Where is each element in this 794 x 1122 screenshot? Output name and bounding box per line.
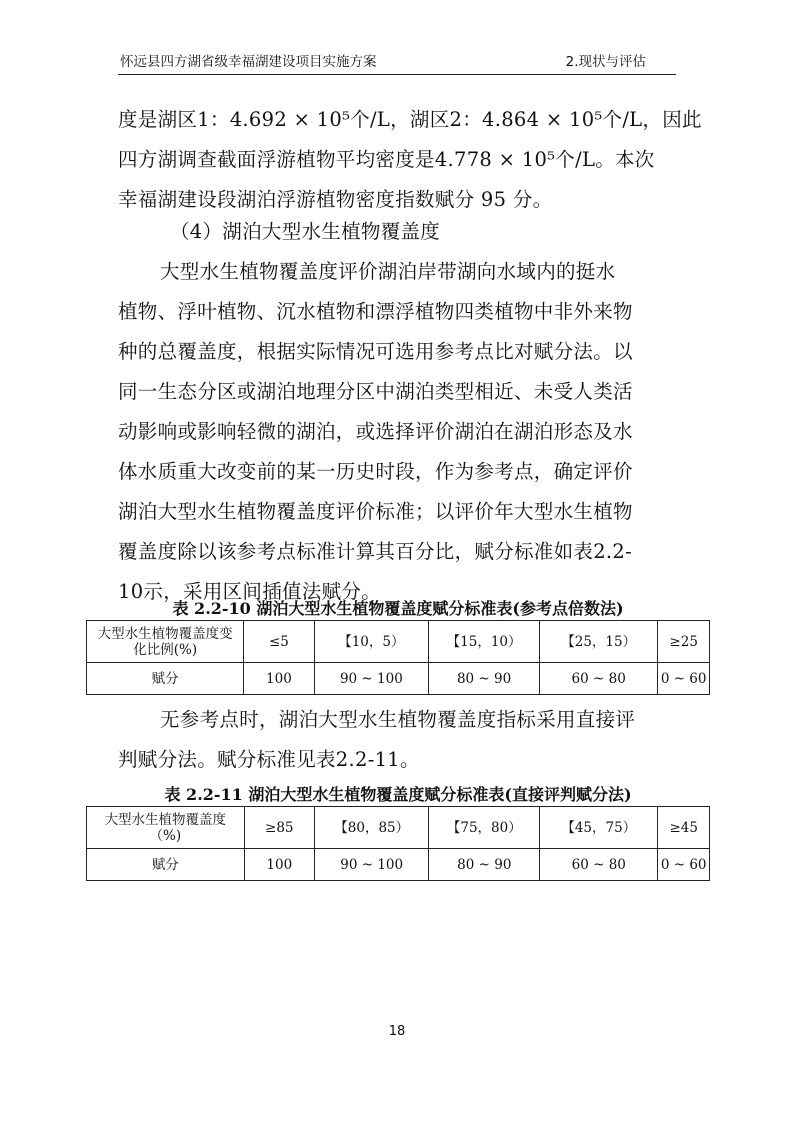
subheading: （4）湖泊大型水生植物覆盖度 — [170, 220, 441, 243]
text-line: 四方湖调查截面浮游植物平均密度是4.778 × 10⁵个/L。本次 — [118, 148, 655, 171]
text-line: 植物、浮叶植物、沉水植物和漂浮植物四类植物中非外来物 — [118, 300, 633, 323]
table-cell: 0 ~ 60 — [658, 849, 710, 881]
text-line: 湖泊大型水生植物覆盖度评价标准；以评价年大型水生植物 — [118, 500, 633, 523]
text-line: 体水质重大改变前的某一历史时段，作为参考点，确定评价 — [118, 460, 633, 483]
section-title: 2.现状与评估 — [565, 54, 646, 70]
paragraph-density-result — [118, 100, 702, 220]
text-line: 幸福湖建设段湖泊浮游植物密度指数赋分 95 分。 — [118, 188, 553, 211]
paragraph-no-reference — [118, 700, 678, 780]
table-cell: 90 ~ 100 — [314, 849, 428, 881]
score-table-reference — [86, 620, 710, 695]
table-cell: 【45，75） — [540, 807, 658, 849]
table-row — [87, 621, 710, 663]
page-number: 18 — [388, 1024, 406, 1039]
text-line: 度是湖区1：4.692 × 10⁵个/L，湖区2：4.864 × 10⁵个/L，因此 — [118, 108, 702, 131]
table-cell: 【15，10） — [429, 621, 540, 663]
table-row — [87, 807, 710, 849]
table-cell: 【25，15） — [539, 621, 657, 663]
document-title: 怀远县四方湖省级幸福湖建设项目实施方案 — [120, 54, 377, 70]
page-header — [118, 54, 676, 75]
table-cell: 100 — [244, 849, 314, 881]
table-cell: ≤5 — [244, 621, 314, 663]
table-cell: 60 ~ 80 — [539, 663, 657, 695]
table-cell: 90 ~ 100 — [314, 663, 429, 695]
table-cell: ≥25 — [658, 621, 710, 663]
table-cell: 60 ~ 80 — [540, 849, 658, 881]
table-cell: 【10，5） — [314, 621, 429, 663]
table-cell: 大型水生植物覆盖度变化比例(%) — [87, 621, 244, 663]
table-cell: 赋分 — [87, 663, 244, 695]
table-cell: 0 ~ 60 — [658, 663, 710, 695]
text-line: 种的总覆盖度，根据实际情况可选用参考点比对赋分法。以 — [118, 340, 633, 363]
paragraph-coverage-method — [118, 252, 678, 612]
text-line: 无参考点时，湖泊大型水生植物覆盖度指标采用直接评 — [160, 708, 636, 731]
table-caption: 表 2.2-11 湖泊大型水生植物覆盖度赋分标准表(直接评判赋分法) — [164, 785, 632, 804]
text-line: 大型水生植物覆盖度评价湖泊岸带湖向水域内的挺水 — [160, 260, 616, 283]
table-caption: 表 2.2-10 湖泊大型水生植物覆盖度赋分标准表(参考点倍数法) — [172, 599, 624, 618]
text-line: 判赋分法。赋分标准见表2.2-11。 — [118, 748, 420, 771]
table-cell: 80 ~ 90 — [429, 849, 540, 881]
text-line: 10示，采用区间插值法赋分。 — [118, 580, 382, 603]
table-cell: ≥85 — [244, 807, 314, 849]
table-cell: 【80，85） — [314, 807, 428, 849]
table-cell: 大型水生植物覆盖度（%) — [87, 807, 245, 849]
score-table-direct — [86, 806, 710, 881]
table-cell: 【75，80） — [429, 807, 540, 849]
text-line: 同一生态分区或湖泊地理分区中湖泊类型相近、未受人类活 — [118, 380, 633, 403]
table-row — [87, 663, 710, 695]
text-line: 覆盖度除以该参考点标准计算其百分比，赋分标准如表2.2- — [118, 540, 633, 563]
table-row — [87, 849, 710, 881]
table-cell: 赋分 — [87, 849, 245, 881]
table-cell: 80 ~ 90 — [429, 663, 540, 695]
table-cell: 100 — [244, 663, 314, 695]
text-line: 动影响或影响轻微的湖泊，或选择评价湖泊在湖泊形态及水 — [118, 420, 633, 443]
table-cell: ≥45 — [658, 807, 710, 849]
